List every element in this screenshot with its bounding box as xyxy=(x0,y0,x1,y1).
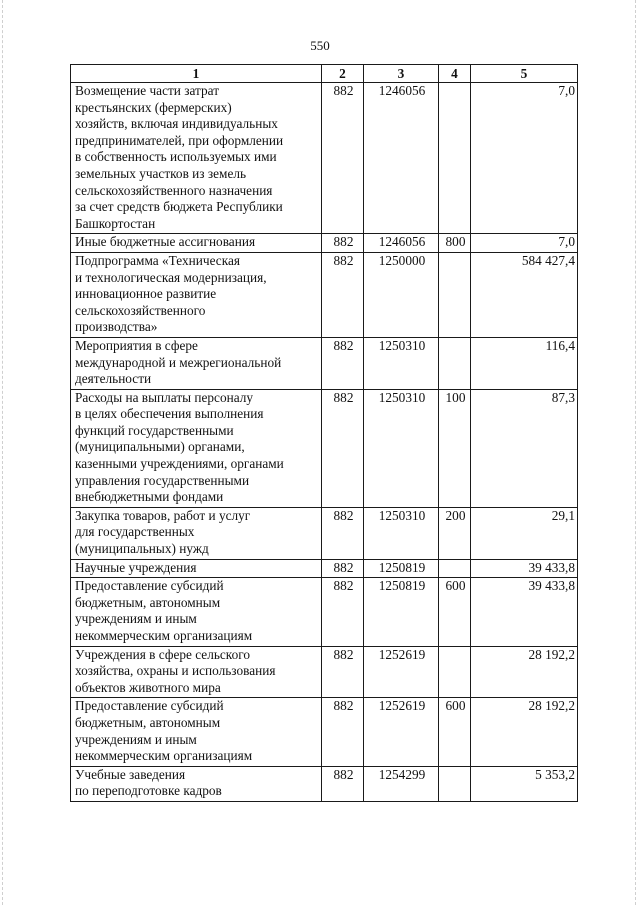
row-sum-cell: 28 192,2 xyxy=(471,698,578,766)
page-number: 550 xyxy=(310,38,330,53)
table-row xyxy=(71,578,578,646)
row-type-cell xyxy=(439,559,471,578)
row-sum-cell: 87,3 xyxy=(471,389,578,507)
row-name-cell: Иные бюджетные ассигнования xyxy=(71,234,322,253)
table-row xyxy=(71,507,578,559)
row-code-cell: 1252619 xyxy=(364,698,439,766)
row-code-cell: 1246056 xyxy=(364,83,439,234)
table-header-row xyxy=(71,65,578,83)
table-row xyxy=(71,389,578,507)
row-sum-cell: 28 192,2 xyxy=(471,646,578,698)
column-header-ministry: 2 xyxy=(322,65,364,83)
row-ministry-cell: 882 xyxy=(322,698,364,766)
row-type-cell: 600 xyxy=(439,698,471,766)
row-type-cell xyxy=(439,83,471,234)
row-sum-cell: 39 433,8 xyxy=(471,559,578,578)
row-code-cell: 1246056 xyxy=(364,234,439,253)
row-ministry-cell: 882 xyxy=(322,766,364,801)
row-type-cell: 100 xyxy=(439,389,471,507)
row-code-cell: 1250310 xyxy=(364,337,439,389)
row-ministry-cell: 882 xyxy=(322,389,364,507)
scan-edge-left xyxy=(2,0,4,905)
column-header-code: 3 xyxy=(364,65,439,83)
row-name-cell: Учреждения в сфере сельского хозяйства, охраны и использования объектов животного мира xyxy=(71,646,322,698)
row-ministry-cell: 882 xyxy=(322,559,364,578)
table-row xyxy=(71,559,578,578)
row-sum-cell: 584 427,4 xyxy=(471,252,578,337)
budget-table xyxy=(70,64,578,802)
row-sum-cell: 5 353,2 xyxy=(471,766,578,801)
row-type-cell: 200 xyxy=(439,507,471,559)
table-row xyxy=(71,698,578,766)
row-name-cell: Учебные заведения по переподготовке кадров xyxy=(71,766,322,801)
row-code-cell: 1250819 xyxy=(364,559,439,578)
row-type-cell: 600 xyxy=(439,578,471,646)
table-body xyxy=(71,83,578,802)
row-name-cell: Мероприятия в сфере международной и межрегиональной деятельности xyxy=(71,337,322,389)
table-row xyxy=(71,252,578,337)
row-name-cell: Предоставление субсидий бюджетным, автономным учреждениям и иным некоммерческим организациям xyxy=(71,698,322,766)
table-row xyxy=(71,766,578,801)
row-code-cell: 1252619 xyxy=(364,646,439,698)
table-row xyxy=(71,337,578,389)
row-ministry-cell: 882 xyxy=(322,337,364,389)
table-row xyxy=(71,646,578,698)
row-code-cell: 1250819 xyxy=(364,578,439,646)
row-sum-cell: 29,1 xyxy=(471,507,578,559)
row-name-cell: Расходы на выплаты персоналу в целях обеспечения выполнения функций государственными (муниципальными) органами, казенными учреждениями, органами управления государственными внебюджетными фондами xyxy=(71,389,322,507)
row-type-cell xyxy=(439,337,471,389)
row-code-cell: 1250310 xyxy=(364,389,439,507)
row-name-cell: Предоставление субсидий бюджетным, автономным учреждениям и иным некоммерческим организациям xyxy=(71,578,322,646)
row-ministry-cell: 882 xyxy=(322,507,364,559)
row-ministry-cell: 882 xyxy=(322,252,364,337)
column-header-type: 4 xyxy=(439,65,471,83)
row-ministry-cell: 882 xyxy=(322,234,364,253)
row-ministry-cell: 882 xyxy=(322,83,364,234)
row-code-cell: 1250310 xyxy=(364,507,439,559)
row-sum-cell: 7,0 xyxy=(471,234,578,253)
row-name-cell: Научные учреждения xyxy=(71,559,322,578)
row-sum-cell: 7,0 xyxy=(471,83,578,234)
row-sum-cell: 116,4 xyxy=(471,337,578,389)
row-code-cell: 1250000 xyxy=(364,252,439,337)
row-name-cell: Возмещение части затрат крестьянских (фермерских) хозяйств, включая индивидуальных предпринимателей, при оформлении в собственность используемых ими земельных участков из земель сельскохозяйственного назначения за счет средств бюджета Республики Башкортостан xyxy=(71,83,322,234)
row-sum-cell: 39 433,8 xyxy=(471,578,578,646)
table-row xyxy=(71,234,578,253)
row-name-cell: Подпрограмма «Техническая и технологическая модернизация, инновационное развитие сельскохозяйственного производства» xyxy=(71,252,322,337)
row-type-cell xyxy=(439,766,471,801)
row-ministry-cell: 882 xyxy=(322,578,364,646)
row-ministry-cell: 882 xyxy=(322,646,364,698)
row-type-cell xyxy=(439,252,471,337)
table-row xyxy=(71,83,578,234)
column-header-sum: 5 xyxy=(471,65,578,83)
row-type-cell xyxy=(439,646,471,698)
row-type-cell: 800 xyxy=(439,234,471,253)
row-name-cell: Закупка товаров, работ и услуг для государственных (муниципальных) нужд xyxy=(71,507,322,559)
row-code-cell: 1254299 xyxy=(364,766,439,801)
column-header-name: 1 xyxy=(71,65,322,83)
scan-edge-right xyxy=(635,0,637,905)
